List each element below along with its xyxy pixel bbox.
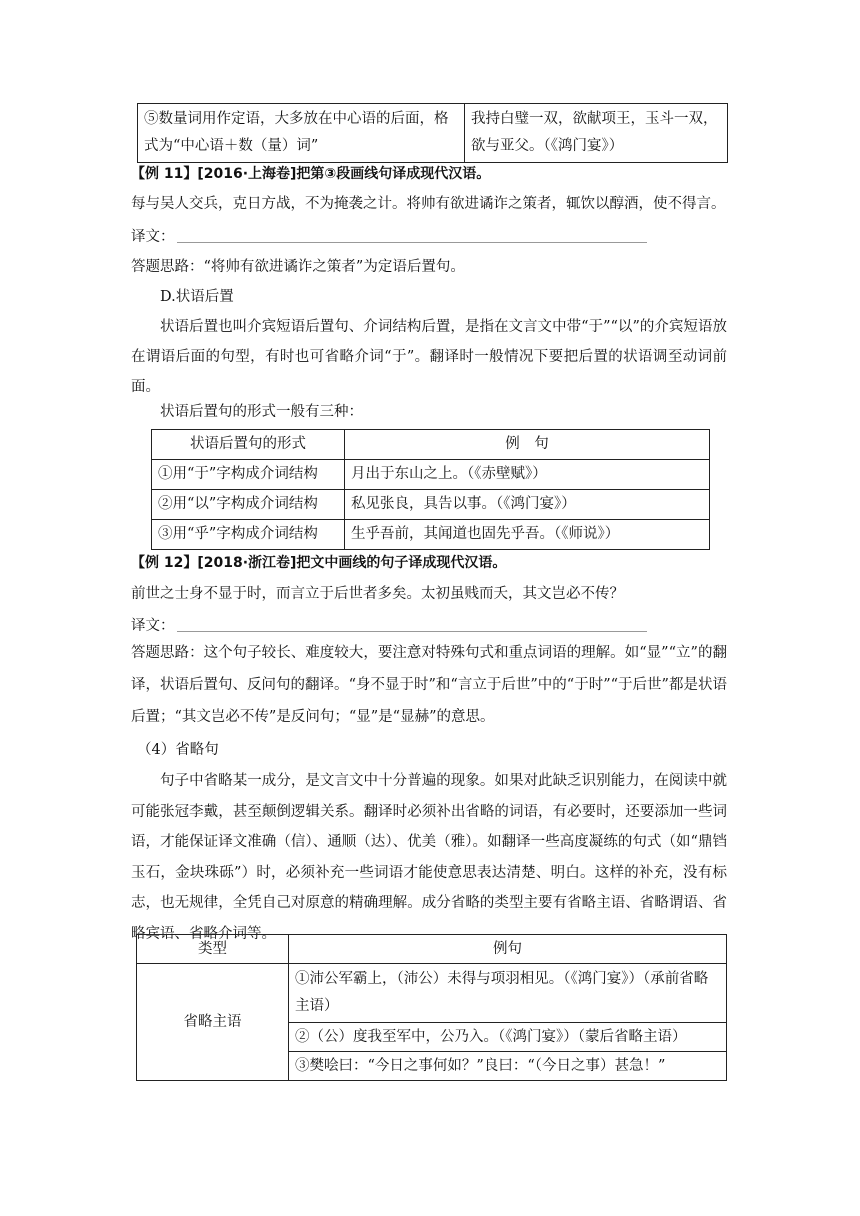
answer-blank — [177, 615, 647, 632]
column-header: 例 句 — [345, 430, 710, 460]
example-12-hint: 答题思路：这个句子较长、难度较大，要注意对特殊句式和重点词语的理解。如“显”“立”的翻译，状语后置句、反问句的翻译。“身不显于时”和“言立于后世”中的“于时”“于后世”都是状语后置；“其文岂必不传”是反问句；“显”是“显赫”的意思。 — [131, 645, 727, 725]
table-cell: ③樊哙曰：“今日之事何如？”良曰：“（今日之事）甚急！” — [289, 1052, 727, 1081]
type-cell: 省略主语 — [137, 964, 289, 1081]
answer-blank — [177, 226, 647, 243]
table-cell: 我持白璧一双，欲献项王，玉斗一双，欲与亚父。（《鸿门宴》） — [465, 104, 728, 163]
table-cell: 私见张良，具告以事。（《鸿门宴》） — [345, 490, 710, 520]
table-row — [138, 104, 728, 163]
table-header-row — [152, 430, 710, 460]
table-header-row — [137, 935, 727, 964]
table-cell: ①沛公军霸上，（沛公）未得与项羽相见。（《鸿门宴》）（承前省略主语） — [289, 964, 727, 1023]
table-row — [137, 964, 727, 1023]
example-12-sentence: 前世之士身不显于时，而言立于后世者多矣。太初虽贱而夭，其文岂必不传？ — [131, 586, 624, 602]
table-cell: 月出于东山之上。（《赤壁赋》） — [345, 460, 710, 490]
table-row — [152, 520, 710, 550]
sentence-pattern-table-continued — [137, 103, 728, 163]
adverbial-postposition-table — [151, 429, 710, 550]
table-cell: ②用“以”字构成介词结构 — [152, 490, 345, 520]
column-header: 例句 — [289, 935, 727, 964]
example-11-hint: 答题思路：“将帅有欲进谲诈之策者”为定语后置句。 — [131, 259, 465, 275]
section-4-paragraph: 句子中省略某一成分，是文言文中十分普遍的现象。如果对此缺乏识别能力，在阅读中就可能张冠李戴，甚至颠倒逻辑关系。翻译时必须补出省略的词语，有必要时，还要添加一些词语，才能保证译文准确（信）、通顺（达）、优美（雅）。如翻译一些高度凝练的句式（如“鼎铛玉石，金块珠砾”）时，必须补充一些词语才能使意思表达清楚、明白。这样的补充，没有标志，也无规律，全凭自己对原意的精确理解。成分省略的类型主要有省略主语、省略谓语、省略宾语、省略介词等。 — [131, 773, 727, 942]
example-11-translation — [131, 225, 647, 249]
example-12-title: 【例 12】[2018·浙江卷]把文中画线的句子译成现代汉语。 — [131, 555, 507, 571]
table-cell: ③用“乎”字构成介词结构 — [152, 520, 345, 550]
section-4-heading: （4）省略句 — [137, 742, 219, 758]
example-11-sentence: 每与吴人交兵，克日方战，不为掩袭之计。将帅有欲进谲诈之策者，辄饮以醇酒，使不得言。 — [131, 196, 726, 212]
example-12-translation — [131, 614, 647, 638]
section-d-heading: D.状语后置 — [160, 289, 234, 305]
table-row — [152, 490, 710, 520]
section-d-paragraph: 状语后置也叫介宾短语后置句、介词结构后置，是指在文言文中带“于”“以”的介宾短语放在谓语后面的句型，有时也可省略介词“于”。翻译时一般情况下要把后置的状语调至动词前面。 — [131, 319, 727, 395]
column-header: 状语后置句的形式 — [152, 430, 345, 460]
table-cell: 生乎吾前，其闻道也固先乎吾。（《师说》） — [345, 520, 710, 550]
translation-label: 译文： — [131, 618, 175, 634]
table-cell: ⑤数量词用作定语，大多放在中心语的后面，格式为“中心语＋数（量）词” — [138, 104, 465, 163]
table-cell: ①用“于”字构成介词结构 — [152, 460, 345, 490]
translation-label: 译文： — [131, 229, 175, 245]
section-d-intro: 状语后置句的形式一般有三种： — [160, 404, 363, 420]
table-row — [152, 460, 710, 490]
table-cell: ②（公）度我至军中，公乃入。（《鸿门宴》）（蒙后省略主语） — [289, 1023, 727, 1052]
omission-table — [136, 934, 727, 1081]
column-header: 类型 — [137, 935, 289, 964]
example-11-title: 【例 11】[2016·上海卷]把第③段画线句译成现代汉语。 — [131, 166, 491, 182]
